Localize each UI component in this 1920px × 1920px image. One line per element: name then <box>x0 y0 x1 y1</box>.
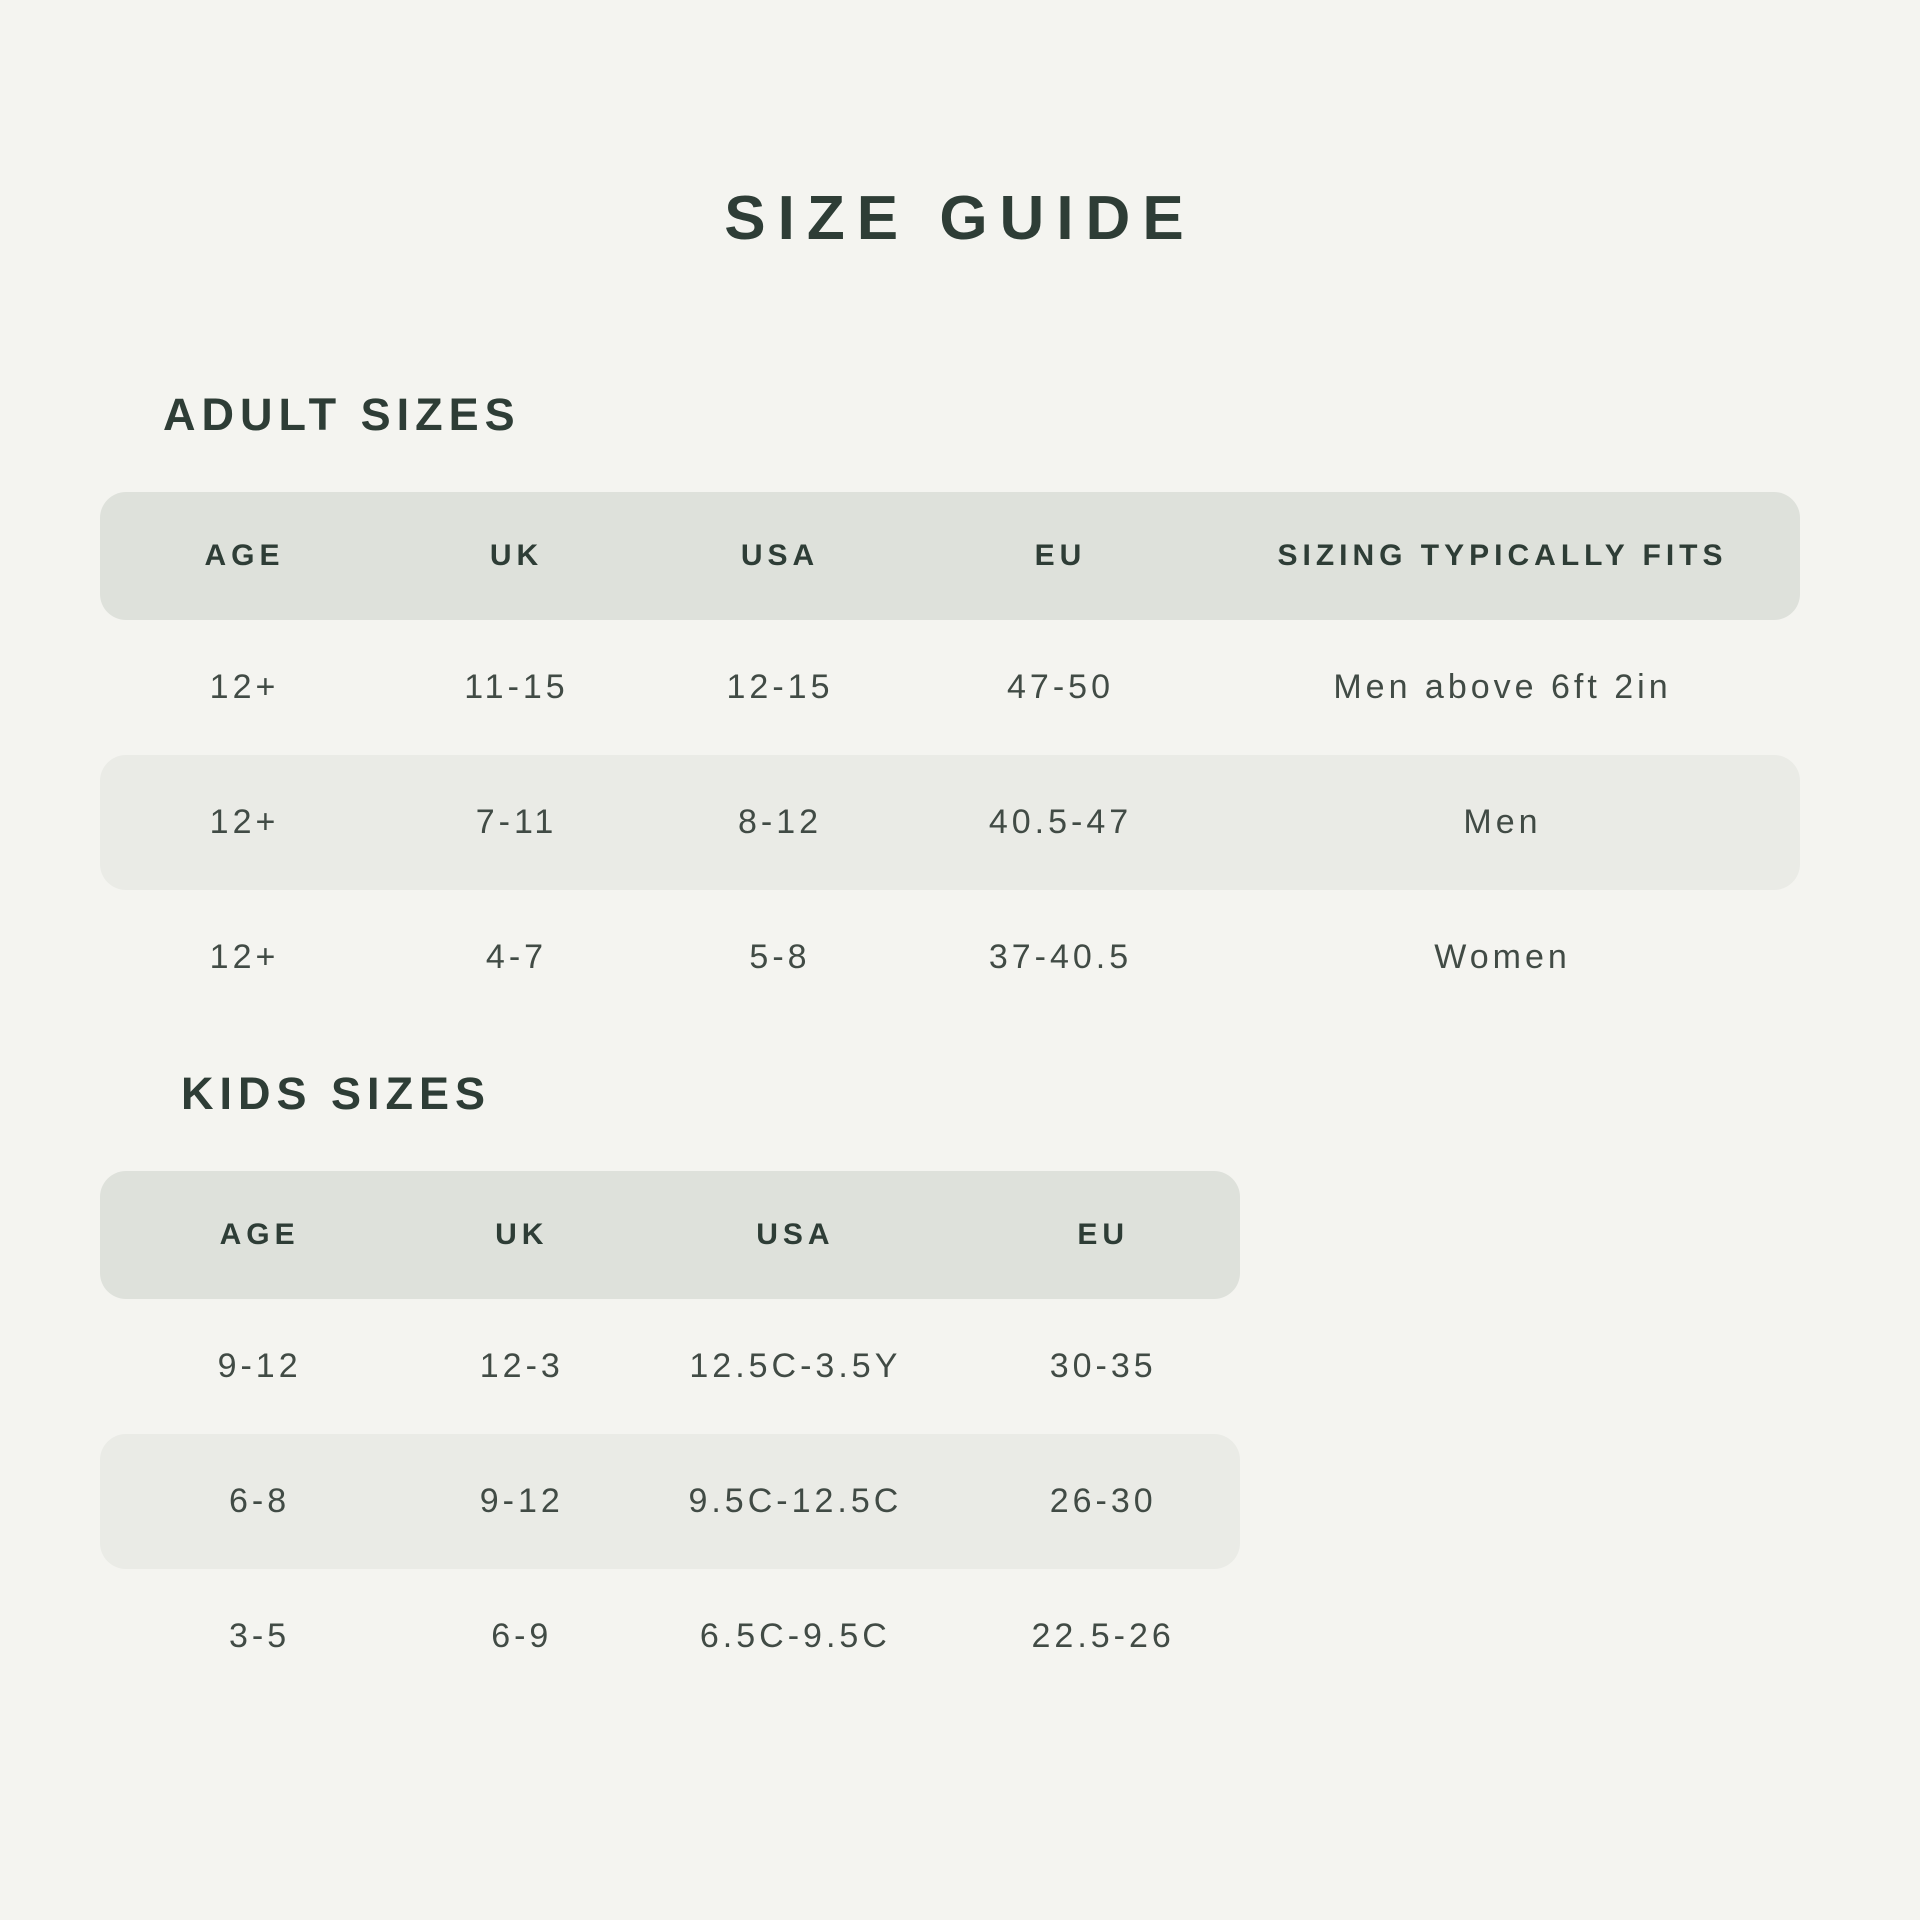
kids-sizes-table <box>100 1171 1240 1704</box>
cell-eu: 26-30 <box>1049 1482 1157 1520</box>
cell-uk: 7-11 <box>475 803 558 841</box>
page-title: SIZE GUIDE <box>724 184 1196 253</box>
cell-eu: 37-40.5 <box>988 938 1133 976</box>
cell-fits: Women <box>1434 938 1571 976</box>
adult-sizes-heading: ADULT SIZES <box>163 389 521 440</box>
cell-usa: 12-15 <box>726 668 834 706</box>
cell-fits: Men <box>1463 803 1542 841</box>
cell-eu: 30-35 <box>1049 1347 1157 1385</box>
cell-eu: 40.5-47 <box>988 803 1133 841</box>
cell-eu: 47-50 <box>1007 668 1114 706</box>
cell-uk: 11-15 <box>464 668 569 706</box>
cell-age: 12+ <box>209 668 280 706</box>
table-row <box>100 890 1800 1025</box>
table-row <box>100 755 1800 890</box>
cell-age: 3-5 <box>229 1617 291 1655</box>
adult-table-header-row <box>100 492 1800 620</box>
cell-usa: 5-8 <box>749 938 811 976</box>
cell-age: 12+ <box>209 938 280 976</box>
table-row <box>100 1434 1240 1569</box>
table-row <box>100 620 1800 755</box>
cell-age: 9-12 <box>217 1347 302 1385</box>
kids-column-header-uk: UK <box>495 1218 549 1251</box>
kids-column-header-eu: EU <box>1077 1218 1130 1251</box>
kids-column-header-usa: USA <box>756 1218 835 1251</box>
adult-column-header-uk: UK <box>489 539 544 572</box>
adult-column-header-eu: EU <box>1034 539 1087 572</box>
cell-usa: 12.5C-3.5Y <box>689 1347 902 1385</box>
table-row <box>100 1569 1240 1704</box>
cell-usa: 9.5C-12.5C <box>688 1482 903 1520</box>
cell-usa: 6.5C-9.5C <box>699 1617 891 1655</box>
adult-sizes-table <box>100 492 1800 1025</box>
cell-uk: 6-9 <box>491 1617 553 1655</box>
table-row <box>100 1299 1240 1434</box>
cell-usa: 8-12 <box>737 803 823 841</box>
kids-column-header-age: AGE <box>219 1218 300 1251</box>
cell-uk: 12-3 <box>479 1347 564 1385</box>
cell-uk: 4-7 <box>485 938 548 976</box>
cell-age: 12+ <box>209 803 280 841</box>
cell-eu: 22.5-26 <box>1031 1617 1175 1655</box>
cell-fits: Men above 6ft 2in <box>1333 668 1672 706</box>
adult-column-header-age: AGE <box>204 539 285 572</box>
adult-column-header-fits: SIZING TYPICALLY FITS <box>1277 539 1728 572</box>
cell-age: 6-8 <box>229 1482 291 1520</box>
cell-uk: 9-12 <box>479 1482 564 1520</box>
kids-sizes-heading: KIDS SIZES <box>181 1068 492 1119</box>
adult-column-header-usa: USA <box>740 539 820 572</box>
kids-table-header-row <box>100 1171 1240 1299</box>
